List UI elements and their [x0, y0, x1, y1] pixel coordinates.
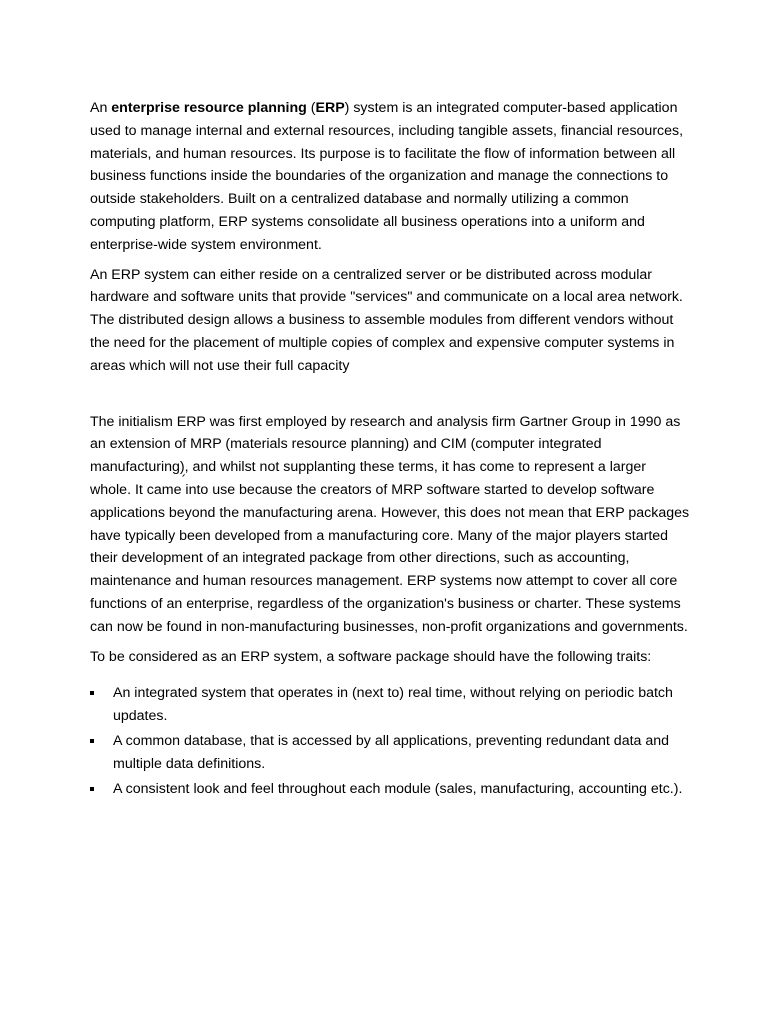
history-text-start: The initialism ERP was first employed by research and analysis firm Gartner Group in 1990 as an extension of MRP (materials resource planning) and CIM (computer integrated manufacturing	[90, 413, 681, 476]
bullet-square-icon	[90, 691, 94, 695]
traits-list	[90, 682, 690, 800]
bullet-square-icon	[90, 739, 94, 743]
history-text-end: , and whilst not supplanting these terms, it has come to represent a larger whole. It came into use because the creators of MRP software started to develop software applications beyond the manufacturing arena. However, this does not mean that ERP packages have typically been developed from a manufacturing core. Many of the major players started their development of an integrated package from other directions, such as accounting, maintenance and human resources management. ERP systems now attempt to cover all core functions of an enterprise, regardless of the organization's business or charter. These systems can now be found in non-manufacturing businesses, non-profit organizations and governments.	[90, 459, 690, 635]
list-item	[90, 778, 690, 801]
trait-text: An integrated system that operates in (next to) real time, without relying on periodic batch updates.	[113, 685, 673, 725]
trait-text: A consistent look and feel throughout each module (sales, manufacturing, accounting etc.).	[113, 780, 683, 797]
document-page	[90, 97, 690, 802]
paragraph-erp-history	[90, 411, 690, 639]
paragraph-erp-architecture: An ERP system can either reside on a centralized server or be distributed across modular hardware and software units that provide "services" and communicate on a local area network. The distributed design allows a business to assemble modules from different vendors without the need for the placement of multiple copies of complex and expensive computer systems in areas which will not use their full capacity	[90, 266, 683, 374]
definition-term: enterprise resource planning	[111, 100, 307, 116]
definition-abbreviation: ERP	[315, 100, 345, 116]
list-item	[90, 682, 690, 728]
paragraph-erp-traits-intro: To be considered as an ERP system, a software package should have the following traits:	[90, 648, 652, 665]
definition-open-paren: (	[306, 100, 316, 116]
bullet-square-icon	[90, 787, 94, 791]
definition-body: ) system is an integrated computer-based application used to manage internal and external resources, including tangible assets, financial resources, materials, and human resources. Its purpose is to facilitate the flow of information between all business functions inside the boundaries of the organization and manage the connections to outside stakeholders. Built on a centralized database and normally utilizing a common computing platform, ERP systems consolidate all business operations into a uniform and enterprise-wide system environment.	[90, 100, 684, 253]
trait-text: A common database, that is accessed by all applications, preventing redundant data and multiple data definitions.	[113, 732, 670, 772]
paragraph-erp-definition	[90, 97, 690, 257]
grammar-flag: )	[179, 459, 185, 476]
definition-intro: An	[90, 100, 112, 116]
list-item	[90, 730, 690, 776]
